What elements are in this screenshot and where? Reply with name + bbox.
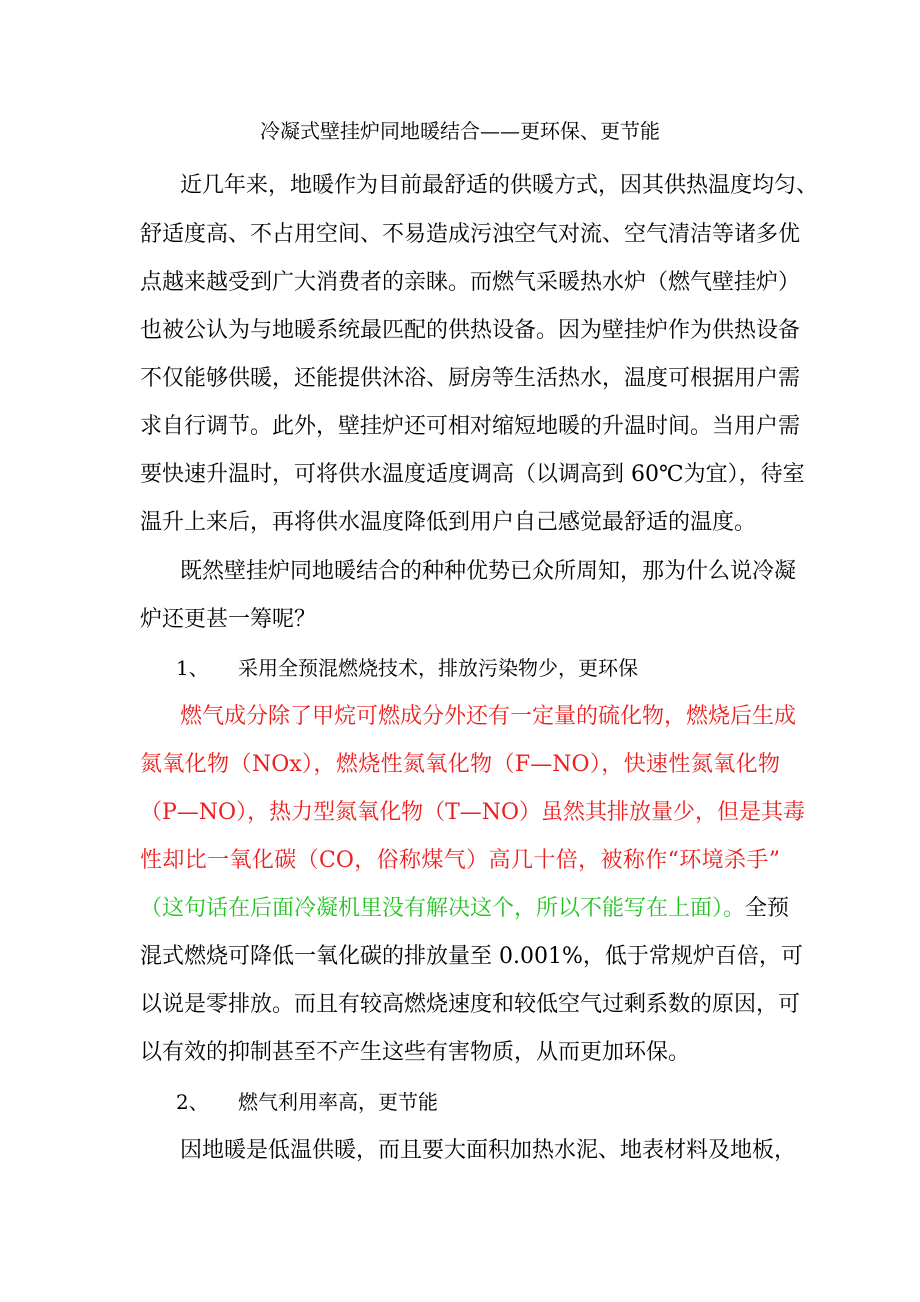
highlight-red-line: （P—NO），热力型氮氧化物（T—NO）虽然其排放量少，但是其毒 <box>140 800 806 825</box>
paragraph-line: 因地暖是低温供暖，而且要大面积加热水泥、地表材料及地板， <box>180 1138 797 1163</box>
paragraph-fragment: 全预 <box>745 896 790 921</box>
paragraph-line: 不仅能够供暖，还能提供沐浴、厨房等生活热水，温度可根据用户需 <box>140 366 801 391</box>
mixed-line <box>140 894 790 924</box>
paragraph-line: 舒适度高、不占用空间、不易造成污浊空气对流、空气清洁等诸多优 <box>140 222 801 247</box>
paragraph-line: 点越来越受到广大消费者的亲睐。而燃气采暖热水炉（燃气壁挂炉） <box>140 270 801 295</box>
paragraph-line: 温升上来后，再将供水温度降低到用户自己感觉最舒适的温度。 <box>140 510 757 535</box>
paragraph-line: 要快速升温时，可将供水温度适度调高（以调高到 60℃为宜），待室 <box>140 462 805 487</box>
section-number: 1、 <box>176 656 209 680</box>
document-title: 冷凝式壁挂炉同地暖结合——更环保、更节能 <box>260 119 660 143</box>
paragraph-line: 炉还更甚一筹呢？ <box>140 607 317 632</box>
highlight-red-line: 氮氧化物（NOx），燃烧性氮氧化物（F—NO），快速性氮氧化物 <box>140 752 780 777</box>
highlight-red-line: 燃气成分除了甲烷可燃成分外还有一定量的硫化物，燃烧后生成 <box>180 704 797 729</box>
paragraph-line: 以说是零排放。而且有较高燃烧速度和较低空气过剩系数的原因，可 <box>140 992 801 1017</box>
highlight-red-line: 性却比一氧化碳（CO，俗称煤气）高几十倍，被称作“环境杀手” <box>140 848 780 873</box>
paragraph-line: 以有效的抑制甚至不产生这些有害物质，从而更加环保。 <box>140 1040 691 1065</box>
section-number: 2、 <box>176 1090 209 1114</box>
section-heading: 采用全预混燃烧技术，排放污染物少，更环保 <box>238 656 638 680</box>
paragraph-line: 求自行调节。此外，壁挂炉还可相对缩短地暖的升温时间。当用户需 <box>140 414 801 439</box>
paragraph-line: 近几年来，地暖作为目前最舒适的供暖方式，因其供热温度均匀、 <box>180 173 819 198</box>
paragraph-line: 也被公认为与地暖系统最匹配的供热设备。因为壁挂炉作为供热设备 <box>140 318 801 343</box>
paragraph-line: 既然壁挂炉同地暖结合的种种优势已众所周知，那为什么说冷凝 <box>180 559 797 584</box>
section-heading: 燃气利用率高，更节能 <box>238 1090 438 1114</box>
highlight-green-note: （这句话在后面冷凝机里没有解决这个，所以不能写在上面）。 <box>140 896 746 921</box>
paragraph-line: 混式燃烧可降低一氧化碳的排放量至 0.001%，低于常规炉百倍，可 <box>140 944 803 969</box>
